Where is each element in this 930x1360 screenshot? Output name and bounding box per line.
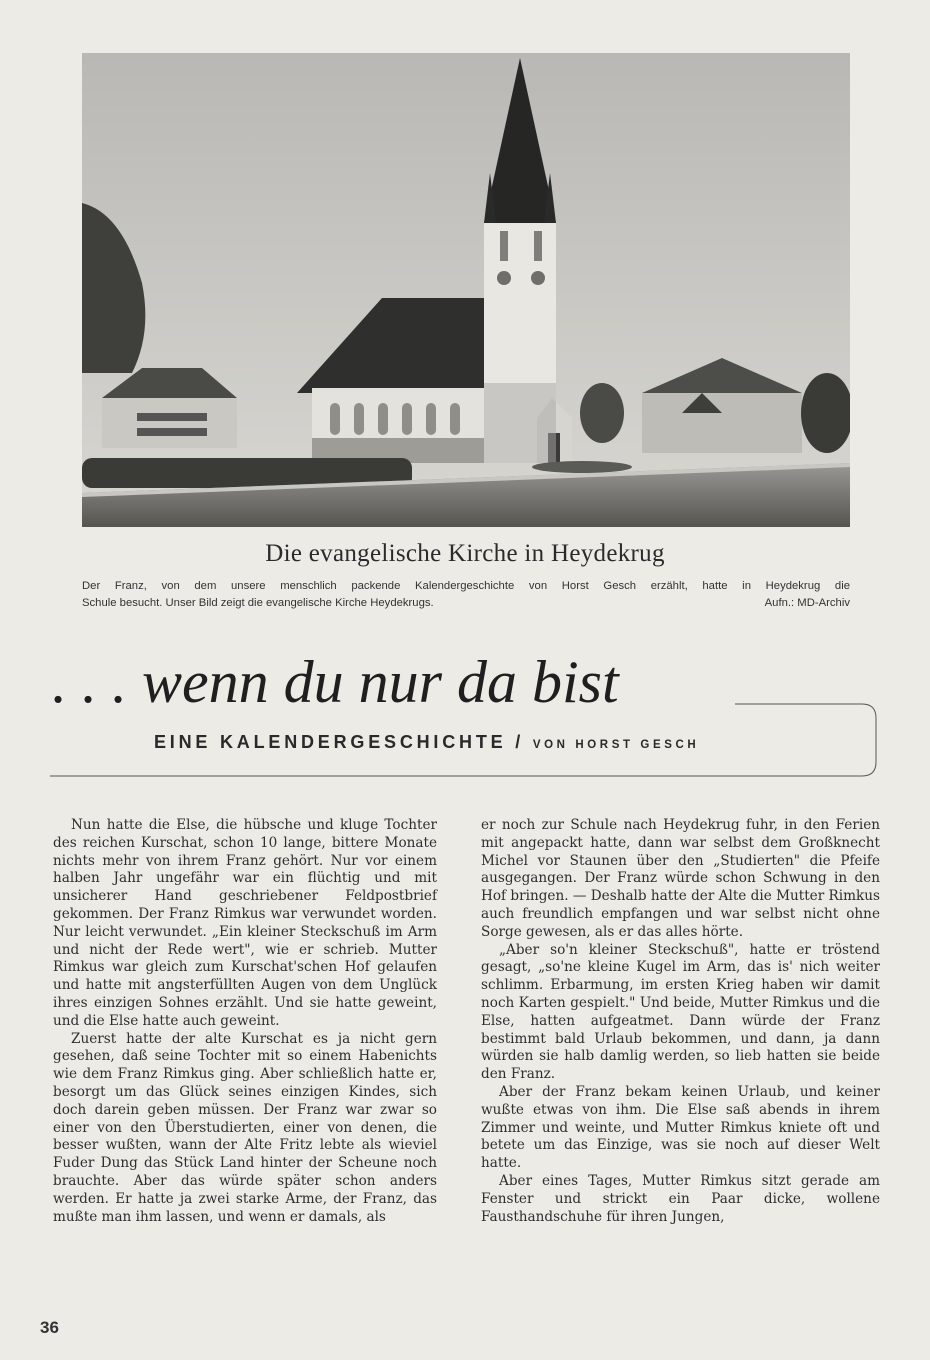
church-illustration bbox=[82, 53, 850, 527]
photo-credit: Aufn.: MD-Archiv bbox=[764, 597, 850, 609]
subhead-author: VON HORST GESCH bbox=[532, 739, 700, 751]
page-number: 36 bbox=[40, 1318, 59, 1337]
photo-caption-line2: Schule besucht. Unser Bild zeigt die evangelische Kirche Heydekrugs. bbox=[82, 597, 434, 609]
paragraph: „Aber so'n kleiner Steckschuß", hatte er tröstend gesagt, „so'ne kleine Kugel im Arm, das is' nich weiter schlimm. Erbarmung, im ersten Krieg haben wir damit noch Karten gespielt." Und beide, Mutter Rimkus und die Else, hatten aufgeatmet. Dann würde der Franz bestimmt bald Urlaub bekommen, und dann, ja dann würden sie halb damlig werden, so lieb hatten sie beide den Franz. bbox=[481, 941, 880, 1083]
photo-caption-line1: Der Franz, von dem unsere menschlich packende Kalendergeschichte von Horst Gesch erzählt, hatte in Heydekrug die bbox=[82, 580, 850, 592]
paragraph: Aber eines Tages, Mutter Rimkus sitzt gerade am Fenster und strickt ein Paar dicke, wollene Fausthandschuhe für ihren Jungen, bbox=[481, 1172, 880, 1225]
photo-caption-line2-row bbox=[82, 595, 850, 612]
church-photo bbox=[82, 53, 850, 527]
story-headline: . . . wenn du nur da bist bbox=[52, 649, 619, 715]
right-column bbox=[481, 817, 880, 1226]
subhead-main: EINE KALENDERGESCHICHTE bbox=[154, 732, 507, 752]
paragraph: Aber der Franz bekam keinen Urlaub, und keiner wußte etwas von ihm. Die Else saß abends in ihrem Zimmer und weinte, und Mutter Rimkus kniete oft und betete um das Einzige, was sie noch auf dieser Welt hatte. bbox=[481, 1083, 880, 1172]
paragraph: er noch zur Schule nach Heydekrug fuhr, in den Ferien mit angepackt hatte, dann war selbst dem Großknecht Michel vor Staunen über den „Studierten" die Pfeife ausgegangen. Der Franz würde schon Schwung in den Hof bringen. — Deshalb hatte der Alte die Mutter Rimkus auch freundlich empfangen und war selbst nicht ohne Sorge gewesen, als er das alles hörte. bbox=[481, 817, 880, 940]
story-subhead bbox=[154, 732, 699, 753]
paragraph: Nun hatte die Else, die hübsche und kluge Tochter des reichen Kurschat, schon 10 lange, bittere Monate nichts mehr von ihrem Franz gehört. Nur vor einem halben Jahr ungefähr war ein flüchtig und mit unsicherer Hand geschriebener Feldpostbrief gekommen. Der Franz Rimkus war verwundet worden. Nur leicht verwundet. „Ein kleiner Steckschuß im Arm und nicht der Rede wert", wie er schrieb. Mutter Rimkus war gleich zum Kurschat'schen Hof gelaufen und hatte mit angsterfüllten Augen von dem Unglück ihres einzigen Sohnes erzählt. Und sie hatte geweint, und die Else hatte auch geweint. bbox=[53, 817, 437, 1029]
photo-title: Die evangelische Kirche in Heydekrug bbox=[265, 540, 665, 567]
paragraph: Zuerst hatte der alte Kurschat es ja nicht gern gesehen, daß seine Tochter mit so einem Habenichts wie dem Franz Rimkus ging. Aber schließlich hatte er, besorgt um das Glück seines einzigen Kindes, sich doch darein geben müssen. Der Franz war zwar so einer von den Überstudierten, einer von denen, die besser wußten, wann der Alte Fritz lebte als wieviel Fuder Dung das Stück Land hinter der Scheune noch brauchte. Aber das würde später schon anders werden. Er hatte ja zwei starke Arme, der Franz, das mußte man ihm lassen, und wenn er damals, als bbox=[53, 1030, 437, 1225]
subhead-separator: / bbox=[506, 732, 533, 752]
left-column bbox=[53, 817, 437, 1226]
